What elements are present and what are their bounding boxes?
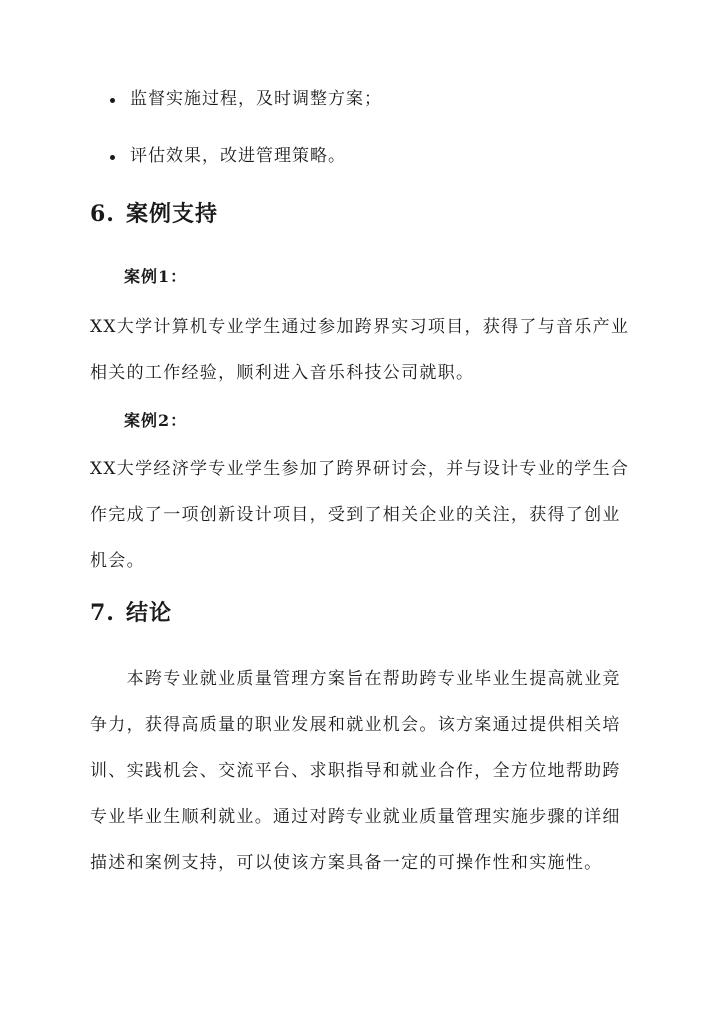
bullet-text: 监督实施过程，及时调整方案； [130, 89, 382, 109]
case-2-label: 案例2： [124, 411, 188, 430]
conclusion-paragraph [90, 667, 635, 897]
paragraph-line: 机会。 [90, 551, 145, 571]
list-item [100, 84, 660, 141]
paragraph-line: 本跨专业就业质量管理方案旨在帮助跨专业毕业生提高就业竞 [90, 669, 621, 689]
bullet-dot-icon [110, 155, 115, 160]
list-item [100, 141, 660, 198]
section-number: 7. [90, 600, 115, 626]
case-1-paragraph [90, 315, 635, 407]
section-number: 6. [90, 201, 115, 227]
section-title: 结论 [126, 600, 173, 626]
case-2-paragraph [90, 457, 635, 595]
paragraph-line: XX大学经济学专业学生参加了跨界研讨会，并与设计专业的学生合 [90, 459, 630, 479]
paragraph-line: 争力，获得高质量的职业发展和就业机会。该方案通过提供相关培 [90, 715, 621, 735]
paragraph-line: 专业毕业生顺利就业。通过对跨专业就业质量管理实施步骤的详细 [90, 807, 621, 827]
bullet-dot-icon [110, 98, 115, 103]
paragraph-line: 相关的工作经验，顺利进入音乐科技公司就职。 [90, 363, 475, 383]
paragraph-line: 训、实践机会、交流平台、求职指导和就业合作，全方位地帮助跨 [90, 761, 621, 781]
paragraph-line: XX大学计算机专业学生通过参加跨界实习项目，获得了与音乐产业 [90, 317, 630, 337]
section-6-heading [90, 199, 218, 229]
section-title: 案例支持 [126, 201, 219, 227]
bullet-list [100, 84, 660, 198]
paragraph-line: 描述和案例支持，可以使该方案具备一定的可操作性和实施性。 [90, 853, 603, 873]
section-7-heading [90, 598, 172, 628]
bullet-text: 评估效果，改进管理策略。 [130, 146, 346, 166]
case-1-label: 案例1： [124, 267, 188, 286]
paragraph-line: 作完成了一项创新设计项目，受到了相关企业的关注，获得了创业 [90, 505, 621, 525]
